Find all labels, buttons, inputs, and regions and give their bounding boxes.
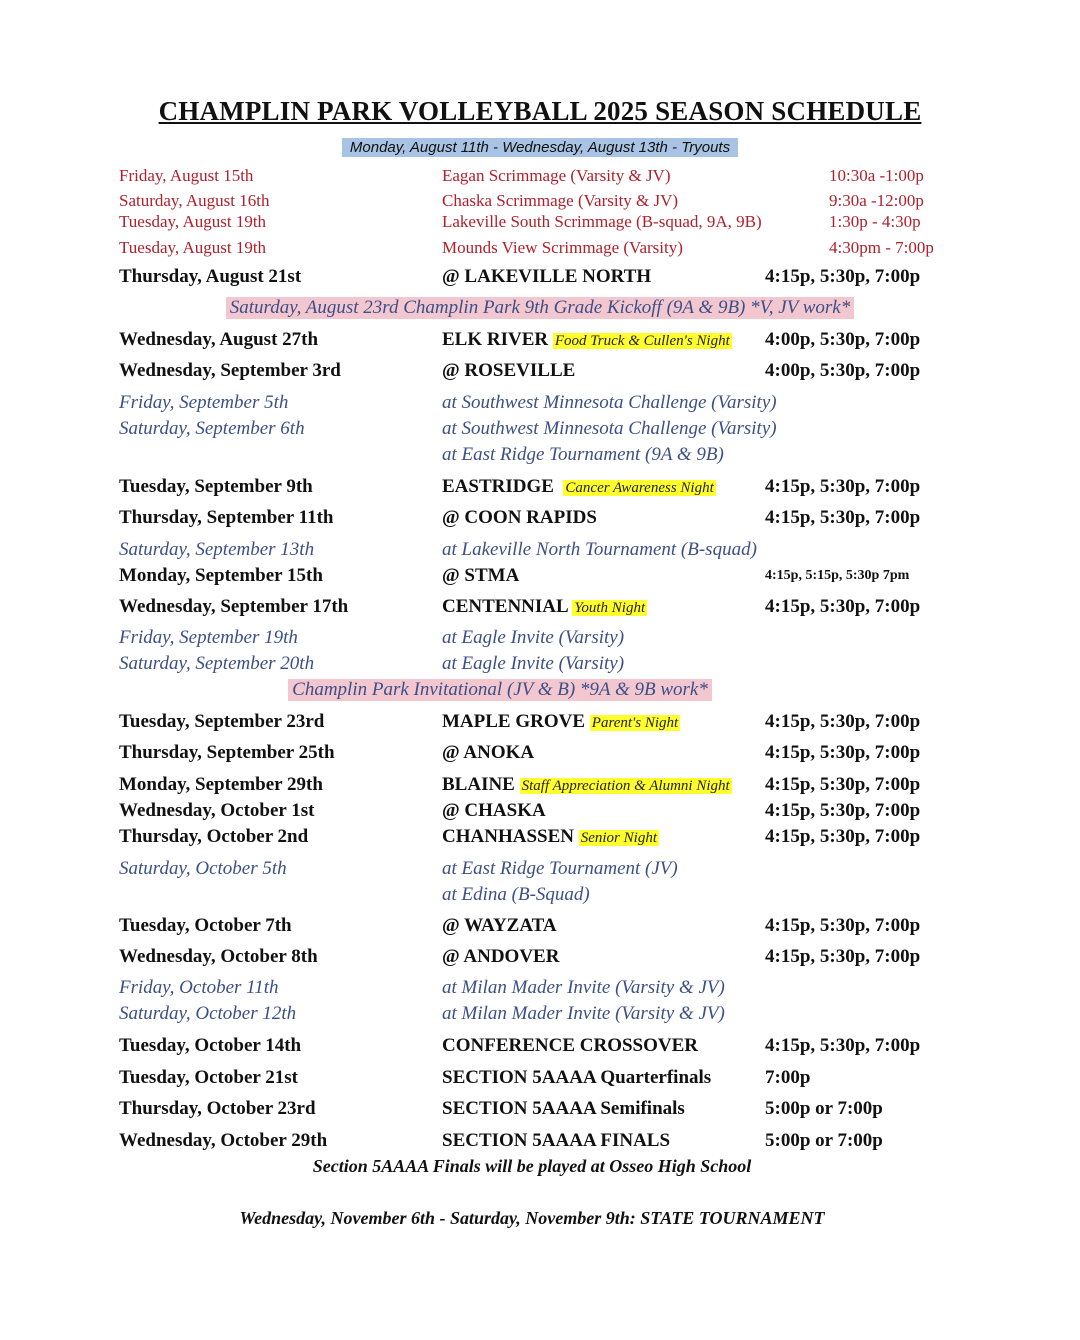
game-time: 4:15p, 5:15p, 5:30p 7pm	[765, 568, 910, 583]
game-date: Wednesday, August 27th	[119, 329, 319, 350]
game-time: 4:15p, 5:30p, 7:00p	[765, 774, 921, 795]
game-time: 4:15p, 5:30p, 7:00p	[765, 711, 921, 732]
schedule-row	[0, 1098, 1080, 1124]
game-opponent: @ CHASKA	[442, 800, 546, 821]
tournament-date: Friday, September 5th	[119, 392, 289, 413]
tournament-event: at Southwest Minnesota Challenge (Varsity)	[442, 392, 777, 413]
game-opponent	[442, 596, 647, 618]
schedule-row	[0, 774, 1080, 800]
tournament-row	[0, 444, 1080, 470]
schedule-row	[0, 826, 1080, 852]
game-opponent: CONFERENCE CROSSOVER	[442, 1035, 699, 1056]
game-date: Tuesday, October 21st	[119, 1067, 298, 1088]
tournament-row	[0, 392, 1080, 418]
page-title: CHAMPLIN PARK VOLLEYBALL 2025 SEASON SCHEDULE	[158, 96, 922, 126]
game-opponent: @ LAKEVILLE NORTH	[442, 266, 652, 287]
invitational-banner: Champlin Park Invitational (JV & B) *9A & 9B work*	[288, 679, 712, 701]
tournament-row	[0, 1003, 1080, 1029]
schedule-row	[0, 329, 1080, 355]
scrimmage-date: Saturday, August 16th	[119, 191, 270, 210]
scrimmage-date: Friday, August 15th	[119, 166, 254, 185]
game-date: Tuesday, October 14th	[119, 1035, 302, 1056]
schedule-row	[0, 946, 1080, 972]
game-date: Wednesday, October 29th	[119, 1130, 328, 1151]
game-time: 4:15p, 5:30p, 7:00p	[765, 596, 921, 617]
schedule-row	[0, 915, 1080, 941]
tournament-row	[0, 653, 1080, 679]
game-date: Wednesday, October 8th	[119, 946, 318, 967]
schedule-row	[0, 565, 1080, 591]
scrimmage-event: Eagan Scrimmage (Varsity & JV)	[442, 166, 671, 185]
game-date: Thursday, September 11th	[119, 507, 334, 528]
game-date: Tuesday, October 7th	[119, 915, 292, 936]
scrimmage-time: 4:30pm - 7:00p	[829, 238, 934, 257]
tournament-event: at Southwest Minnesota Challenge (Varsity)	[442, 418, 777, 439]
game-time: 5:00p or 7:00p	[765, 1098, 883, 1119]
opponent-name: CHANHASSEN	[442, 826, 574, 847]
game-time: 4:15p, 5:30p, 7:00p	[765, 266, 921, 287]
theme-night-badge: Food Truck & Cullen's Night	[554, 333, 730, 349]
game-date: Wednesday, September 17th	[119, 596, 349, 617]
schedule-row	[0, 1130, 1080, 1156]
tournament-event: at Milan Mader Invite (Varsity & JV)	[442, 1003, 725, 1024]
schedule-row	[0, 711, 1080, 737]
game-opponent: @ WAYZATA	[442, 915, 557, 936]
tournament-event: at East Ridge Tournament (JV)	[442, 858, 678, 879]
scrimmage-row	[0, 238, 1080, 264]
tournament-row	[0, 884, 1080, 910]
game-opponent: SECTION 5AAAA FINALS	[442, 1130, 671, 1151]
scrimmage-row	[0, 212, 1080, 238]
tournament-event: at Lakeville North Tournament (B-squad)	[442, 539, 757, 560]
tryouts-banner: Monday, August 11th - Wednesday, August 13th - Tryouts	[342, 138, 738, 157]
schedule-row	[0, 1035, 1080, 1061]
game-time: 4:00p, 5:30p, 7:00p	[765, 329, 921, 350]
scrimmage-date: Tuesday, August 19th	[119, 212, 267, 231]
game-date: Wednesday, September 3rd	[119, 360, 341, 381]
game-date: Tuesday, September 23rd	[119, 711, 325, 732]
tournament-date: Saturday, September 13th	[119, 539, 315, 560]
game-opponent	[442, 329, 732, 351]
schedule-row	[0, 360, 1080, 386]
game-opponent	[442, 774, 732, 796]
scrimmage-time: 9:30a -12:00p	[829, 191, 924, 210]
game-time: 4:15p, 5:30p, 7:00p	[765, 915, 921, 936]
game-time: 7:00p	[765, 1067, 811, 1088]
game-opponent: @ ANDOVER	[442, 946, 560, 967]
schedule-row	[0, 507, 1080, 533]
schedule-row	[0, 800, 1080, 826]
schedule-row	[0, 596, 1080, 622]
game-date: Thursday, October 2nd	[119, 826, 309, 847]
tryouts-banner-row	[0, 138, 1080, 157]
tournament-date: Friday, October 11th	[119, 977, 279, 998]
state-tournament-note: Wednesday, November 6th - Saturday, November 9th: STATE TOURNAMENT	[239, 1208, 825, 1228]
theme-night-badge: Senior Night	[580, 830, 657, 846]
opponent-name: ELK RIVER	[442, 329, 549, 350]
tournament-date: Saturday, September 20th	[119, 653, 315, 674]
scrimmage-event: Chaska Scrimmage (Varsity & JV)	[442, 191, 679, 210]
kickoff-banner-row	[0, 297, 1080, 319]
game-date: Tuesday, September 9th	[119, 476, 313, 497]
game-opponent: @ STMA	[442, 565, 520, 586]
theme-night-badge: Staff Appreciation & Alumni Night	[521, 778, 730, 794]
tournament-event: at Milan Mader Invite (Varsity & JV)	[442, 977, 725, 998]
scrimmage-date: Tuesday, August 19th	[119, 238, 267, 257]
opponent-name: CENTENNIAL	[442, 596, 568, 617]
game-opponent	[442, 711, 680, 733]
scrimmage-event: Mounds View Scrimmage (Varsity)	[442, 238, 683, 257]
theme-night-badge: Parent's Night	[591, 715, 679, 731]
scrimmage-time: 1:30p - 4:30p	[829, 212, 921, 231]
invitational-banner-row	[0, 679, 1080, 701]
theme-night-badge: Cancer Awareness Night	[565, 480, 714, 496]
tournament-date: Saturday, September 6th	[119, 418, 305, 439]
finals-location-note: Section 5AAAA Finals will be played at Osseo High School	[312, 1156, 752, 1176]
schedule-row	[0, 1067, 1080, 1093]
kickoff-banner: Saturday, August 23rd Champlin Park 9th Grade Kickoff (9A & 9B) *V, JV work*	[226, 297, 854, 319]
scrimmage-event: Lakeville South Scrimmage (B-squad, 9A, 9B)	[442, 212, 762, 231]
schedule-row	[0, 476, 1080, 502]
game-date: Monday, September 15th	[119, 565, 323, 586]
game-opponent: SECTION 5AAAA Quarterfinals	[442, 1067, 712, 1088]
scrimmage-time: 10:30a -1:00p	[829, 166, 924, 185]
game-date: Thursday, October 23rd	[119, 1098, 316, 1119]
game-opponent: @ ANOKA	[442, 742, 535, 763]
tournament-event: at Edina (B-Squad)	[442, 884, 590, 905]
opponent-name: EASTRIDGE	[442, 476, 554, 497]
tournament-date: Saturday, October 12th	[119, 1003, 297, 1024]
game-opponent	[442, 476, 716, 498]
game-date: Thursday, September 25th	[119, 742, 335, 763]
tournament-row	[0, 627, 1080, 653]
schedule-row	[0, 266, 1080, 292]
tournament-row	[0, 418, 1080, 444]
game-opponent: @ ROSEVILLE	[442, 360, 576, 381]
game-time: 4:00p, 5:30p, 7:00p	[765, 360, 921, 381]
game-time: 4:15p, 5:30p, 7:00p	[765, 800, 921, 821]
game-opponent: SECTION 5AAAA Semifinals	[442, 1098, 685, 1119]
game-date: Monday, September 29th	[119, 774, 323, 795]
opponent-name: BLAINE	[442, 774, 515, 795]
tournament-event: at Eagle Invite (Varsity)	[442, 653, 625, 674]
schedule-row	[0, 742, 1080, 768]
game-time: 4:15p, 5:30p, 7:00p	[765, 476, 921, 497]
tournament-row	[0, 539, 1080, 565]
theme-night-badge: Youth Night	[574, 600, 646, 616]
tournament-row	[0, 858, 1080, 884]
game-time: 5:00p or 7:00p	[765, 1130, 883, 1151]
tournament-row	[0, 977, 1080, 1003]
game-opponent: @ COON RAPIDS	[442, 507, 597, 528]
game-time: 4:15p, 5:30p, 7:00p	[765, 946, 921, 967]
game-time: 4:15p, 5:30p, 7:00p	[765, 1035, 921, 1056]
game-time: 4:15p, 5:30p, 7:00p	[765, 742, 921, 763]
tournament-event: at Eagle Invite (Varsity)	[442, 627, 625, 648]
game-date: Thursday, August 21st	[119, 266, 302, 287]
game-time: 4:15p, 5:30p, 7:00p	[765, 826, 921, 847]
game-date: Wednesday, October 1st	[119, 800, 315, 821]
tournament-event: at East Ridge Tournament (9A & 9B)	[442, 444, 724, 465]
tournament-date: Friday, September 19th	[119, 627, 298, 648]
scrimmage-row	[0, 166, 1080, 192]
tournament-date: Saturday, October 5th	[119, 858, 287, 879]
game-opponent	[442, 826, 659, 848]
opponent-name: MAPLE GROVE	[442, 711, 586, 732]
game-time: 4:15p, 5:30p, 7:00p	[765, 507, 921, 528]
